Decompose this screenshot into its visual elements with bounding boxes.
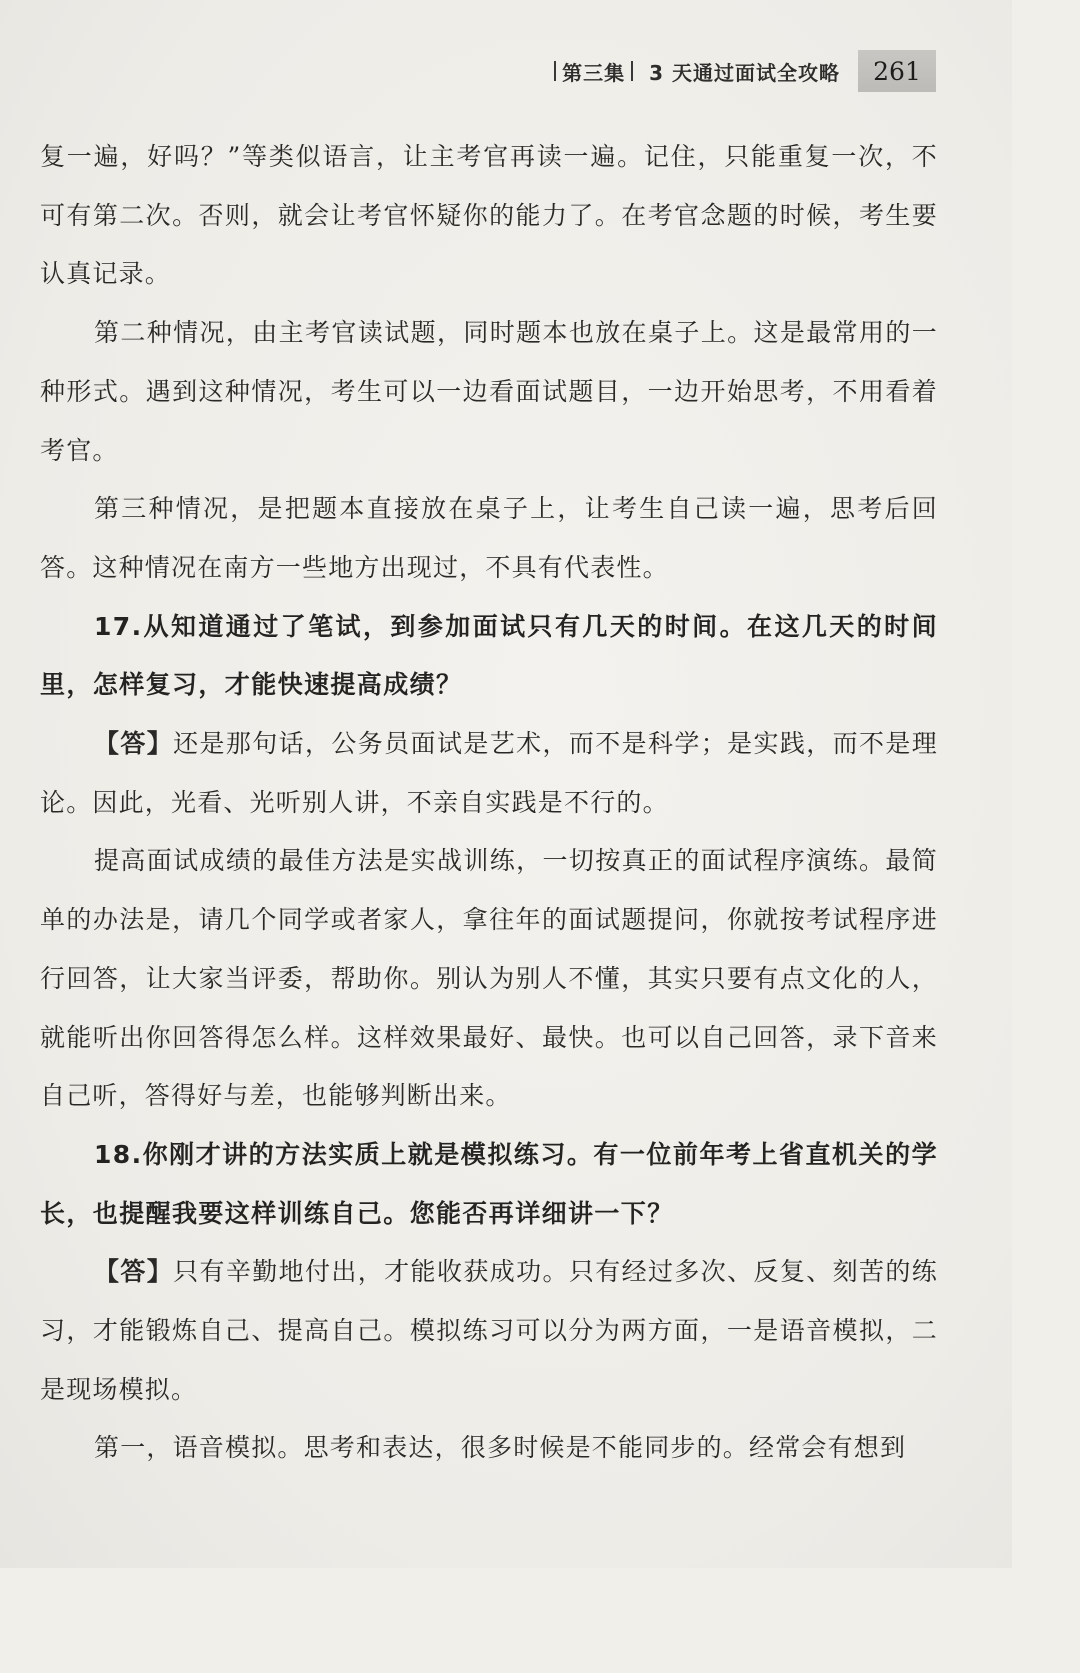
answer-paragraph [40,1243,938,1419]
answer-mark: 【答】 [94,729,174,759]
paragraph: 第三种情况，是把题本直接放在桌子上，让考生自己读一遍，思考后回答。这种情况在南方一些地方出现过，不具有代表性。 [40,494,938,582]
running-header [548,50,936,92]
header-title: 3 天通过面试全攻略 [649,60,840,85]
answer-mark: 【答】 [94,1257,174,1287]
answer-text: 只有辛勤地付出，才能收获成功。只有经过多次、反复、刻苦的练习，才能锻炼自己、提高自己。模拟练习可以分为两方面，一是语音模拟，二是现场模拟。 [40,1257,938,1404]
paragraph-continuation: 复一遍，好吗？”等类似语言，让主考官再读一遍。记住，只能重复一次，不可有第二次。否则，就会让考官怀疑你的能力了。在考官念题的时候，考生要认真记录。 [40,142,938,289]
header-divider [631,61,633,81]
body-text [40,128,938,1478]
paragraph: 第二种情况，由主考官读试题，同时题本也放在桌子上。这是最常用的一种形式。遇到这种情况，考生可以一边看面试题目，一边开始思考，不用看着考官。 [40,318,938,465]
answer-text: 还是那句话，公务员面试是艺术，而不是科学；是实践，而不是理论。因此，光看、光听别人讲，不亲自实践是不行的。 [40,729,938,817]
header-divider [554,61,556,81]
paragraph: 第一，语音模拟。思考和表达，很多时候是不能同步的。经常会有想到 [94,1433,907,1463]
answer-paragraph [40,715,938,832]
question-heading: 18.你刚才讲的方法实质上就是模拟练习。有一位前年考上省直机关的学长，也提醒我要这样训练自己。您能否再详细讲一下？ [40,1139,938,1228]
chapter-label: 第三集 [562,60,626,85]
page-number: 261 [858,50,936,92]
paragraph: 提高面试成绩的最佳方法是实战训练，一切按真正的面试程序演练。最简单的办法是，请几个同学或者家人，拿往年的面试题提问，你就按考试程序进行回答，让大家当评委，帮助你。别认为别人不懂，其实只要有点文化的人，就能听出你回答得怎么样。这样效果最好、最快。也可以自己回答，录下音来自己听，答得好与差，也能够判断出来。 [40,846,938,1111]
question-heading: 17.从知道通过了笔试，到参加面试只有几天的时间。在这几天的时间里，怎样复习，才能快速提高成绩？ [40,611,938,700]
